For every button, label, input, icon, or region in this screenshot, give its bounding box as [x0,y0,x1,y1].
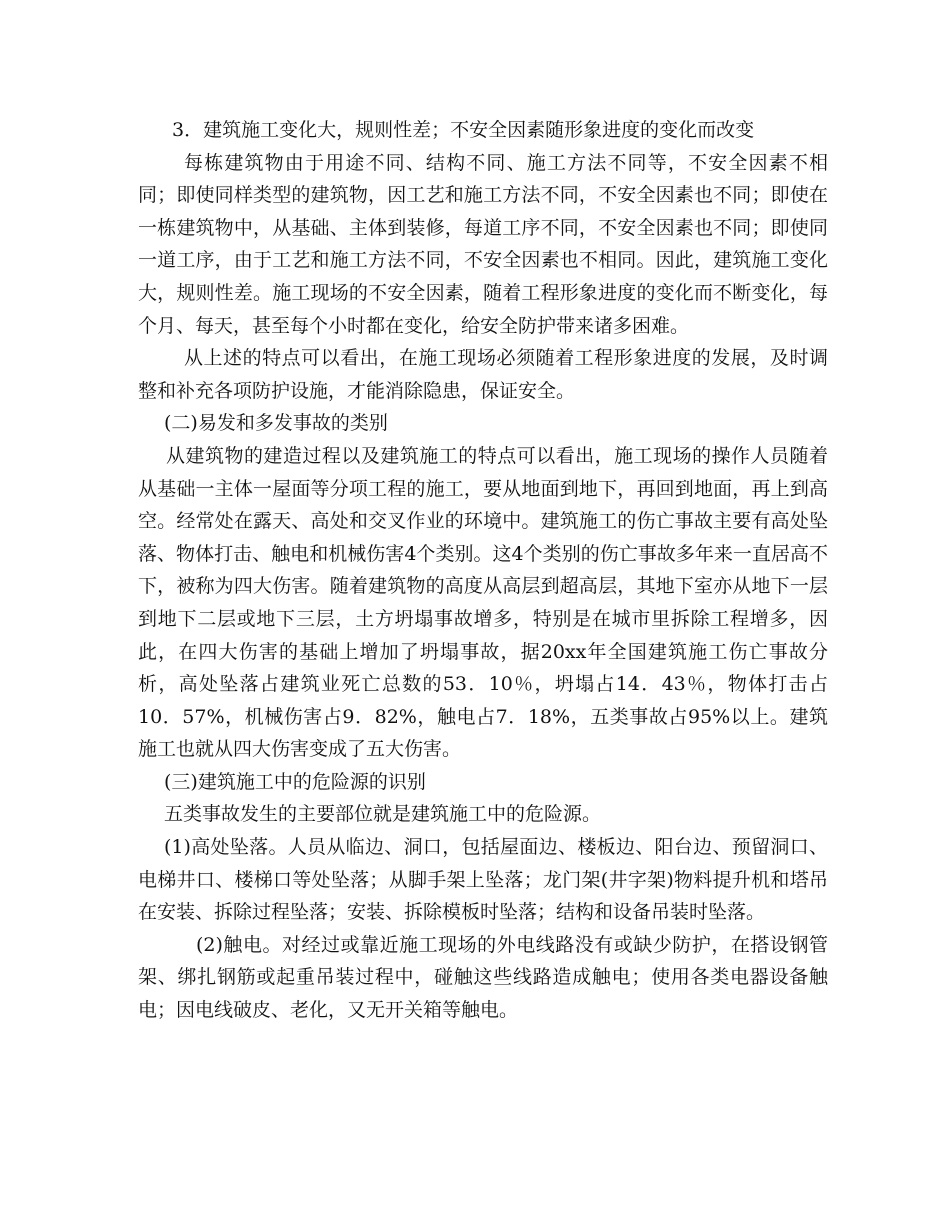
section-heading-2: (二)易发和多发事故的类别 [164,412,388,435]
section-heading-3: (三)建筑施工中的危险源的识别 [164,770,426,793]
paragraph-falls: (1)高处坠落。人员从临边、洞口，包括屋面边、楼板边、阳台边、预留洞口、电梯井口、楼梯口等处坠落；从脚手架上坠落；龙门架(井字架)物料提升机和塔吊在安装、拆除过程坠落；安装、拆除模板时坠落；结构和设备吊装时坠落。 [138,836,828,924]
paragraph-variability: 每栋建筑物由于用途不同、结构不同、施工方法不同等，不安全因素不相同；即使同样类型的建筑物，因工艺和施工方法不同，不安全因素也不同；即使在一栋建筑物中，从基础、主体到装修，每道工序不同，不安全因素也不同；即使同一道工序，由于工艺和施工方法不同，不安全因素也不相同。因此，建筑施工变化大，规则性差。施工现场的不安全因素，随着工程形象进度的变化而不断变化，每个月、每天，甚至每个小时都在变化，给安全防护带来诸多困难。 [138,151,828,337]
paragraph-accident-types: 从建筑物的建造过程以及建筑施工的特点可以看出，施工现场的操作人员随着从基础一主体一屋面等分项工程的施工，要从地面到地下，再回到地面，再上到高空。经常处在露天、高处和交叉作业的环境中。建筑施工的伤亡事故主要有高处坠落、物体打击、触电和机械伤害4个类别。这4个类别的伤亡事故多年来一直居高不下，被称为四大伤害。随着建筑物的高度从高层到超高层，其地下室亦从地下一层到地下二层或地下三层，土方坍塌事故增多，特别是在城市里拆除工程增多，因此，在四大伤害的基础上增加了坍塌事故，据20xx年全国建筑施工伤亡事故分析，高处坠落占建筑业死亡总数的53．10％，坍塌占14．43％，物体打击占10．57%，机械伤害占9．82%，触电占7．18%，五类事故占95%以上。建筑施工也就从四大伤害变成了五大伤害。 [138,444,828,761]
paragraph-heading-3: 3．建筑施工变化大，规则性差；不安全因素随形象进度的变化而改变 [172,119,755,141]
paragraph-hazard-sources: 五类事故发生的主要部位就是建筑施工中的危险源。 [164,803,602,826]
document-body [138,114,828,1027]
paragraph-conclusion: 从上述的特点可以看出，在施工现场必须随着工程形象进度的发展，及时调整和补充各项防护设施，才能消除隐患，保证安全。 [138,347,828,402]
paragraph-electrocution: (2)触电。对经过或靠近施工现场的外电线路没有或缺少防护，在搭设钢管架、绑扎钢筋或起重吊装过程中，碰触这些线路造成触电；使用各类电器设备触电；因电线破皮、老化，又无开关箱等触电。 [138,933,828,1022]
